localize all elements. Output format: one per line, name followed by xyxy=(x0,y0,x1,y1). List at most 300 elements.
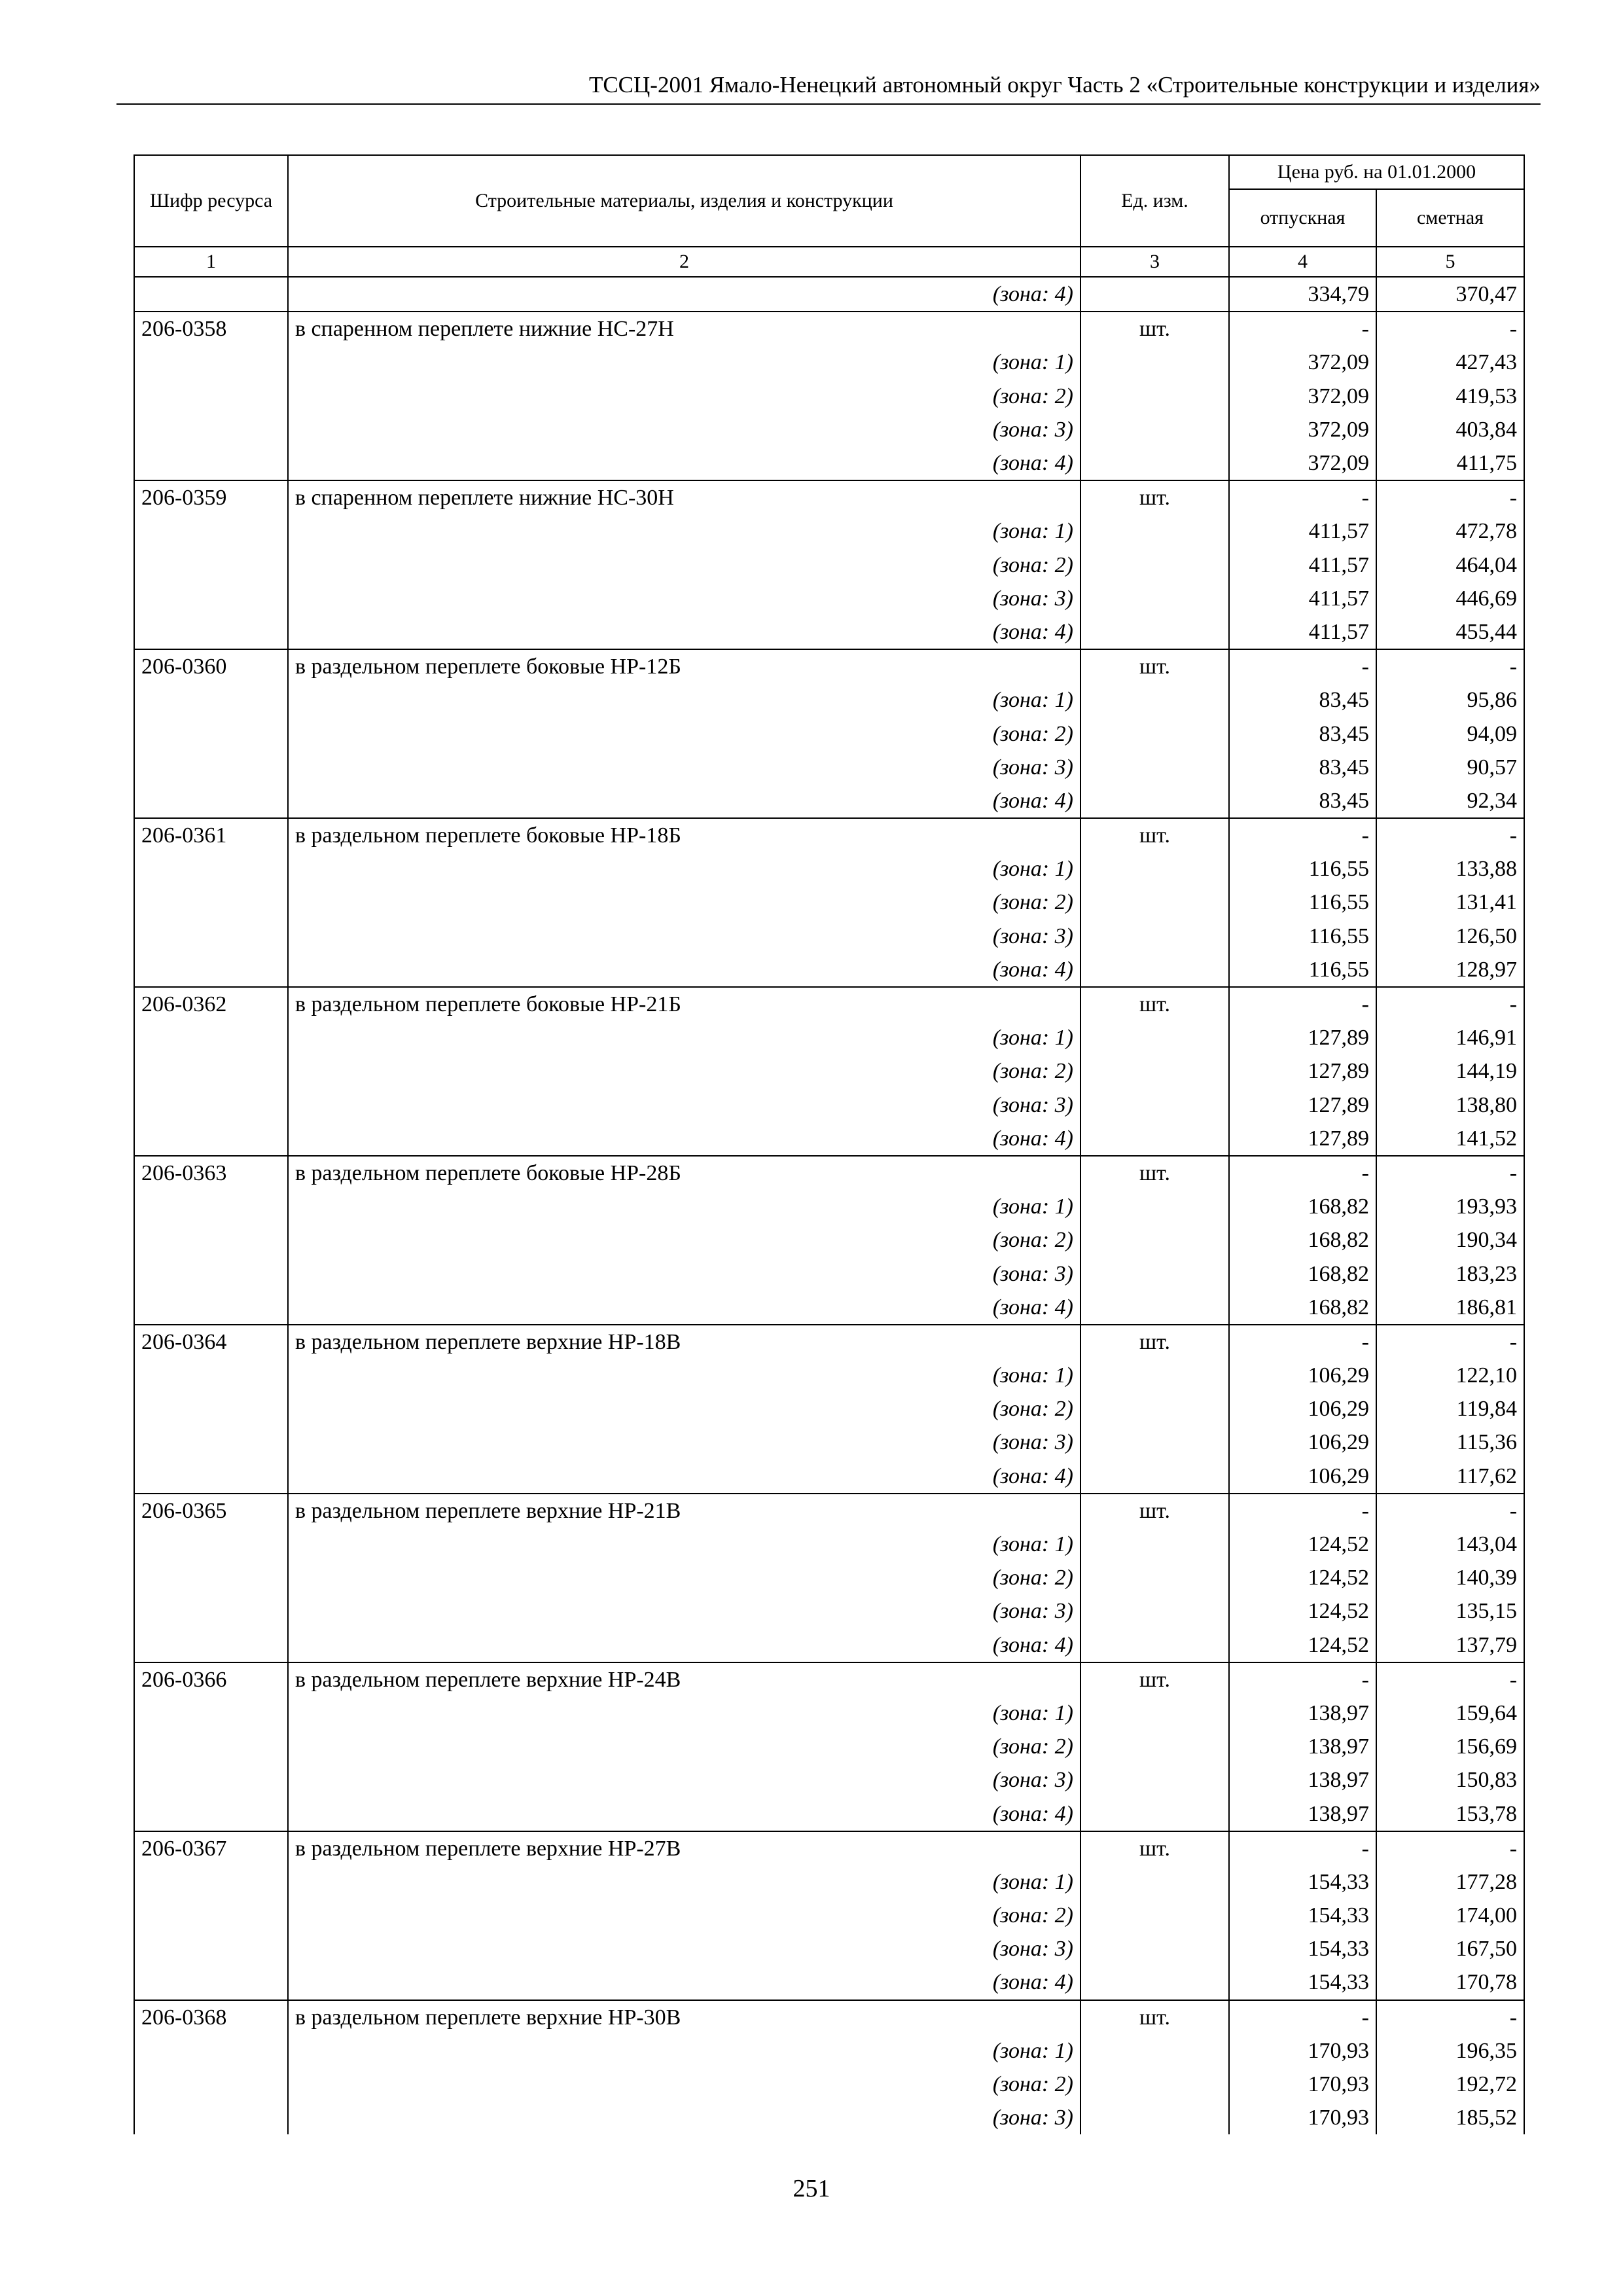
estimate-price: 190,34 xyxy=(1376,1223,1524,1257)
unit-cell xyxy=(1080,380,1229,413)
zone-label: (зона: 3) xyxy=(288,1088,1080,1122)
table-row xyxy=(134,1190,1524,1223)
unit-cell xyxy=(1080,1291,1229,1325)
table-row xyxy=(134,1223,1524,1257)
estimate-price: 177,28 xyxy=(1376,1865,1524,1899)
release-price: 168,82 xyxy=(1229,1190,1376,1223)
resource-code xyxy=(134,2101,288,2134)
zone-label: (зона: 2) xyxy=(288,548,1080,582)
estimate-price: 192,72 xyxy=(1376,2068,1524,2101)
zone-label: (зона: 1) xyxy=(288,1696,1080,1730)
unit-cell xyxy=(1080,2034,1229,2068)
release-price: - xyxy=(1229,1325,1376,1359)
unit-cell xyxy=(1080,1899,1229,1932)
release-price: 372,09 xyxy=(1229,346,1376,379)
unit-cell: шт. xyxy=(1080,1156,1229,1190)
resource-code xyxy=(134,683,288,717)
table-row xyxy=(134,2000,1524,2034)
unit-cell xyxy=(1080,1965,1229,2000)
table-row xyxy=(134,615,1524,649)
table-row xyxy=(134,1932,1524,1965)
release-price: 116,55 xyxy=(1229,953,1376,987)
zone-label: (зона: 2) xyxy=(288,1899,1080,1932)
unit-cell xyxy=(1080,413,1229,446)
estimate-price: 167,50 xyxy=(1376,1932,1524,1965)
resource-code xyxy=(134,717,288,750)
unit-cell: шт. xyxy=(1080,312,1229,346)
material-name: в спаренном переплете нижние НС-27Н xyxy=(288,312,1080,346)
resource-code xyxy=(134,615,288,649)
unit-cell xyxy=(1080,751,1229,784)
table-row xyxy=(134,2101,1524,2134)
resource-code xyxy=(134,1763,288,1797)
resource-code xyxy=(134,346,288,379)
zone-label: (зона: 2) xyxy=(288,1054,1080,1088)
resource-code xyxy=(134,2034,288,2068)
release-price: 170,93 xyxy=(1229,2034,1376,2068)
table-row xyxy=(134,346,1524,379)
table-row xyxy=(134,1088,1524,1122)
resource-code xyxy=(134,1054,288,1088)
estimate-price: 115,36 xyxy=(1376,1426,1524,1459)
estimate-price: 90,57 xyxy=(1376,751,1524,784)
resource-code xyxy=(134,582,288,615)
estimate-price: - xyxy=(1376,312,1524,346)
unit-cell: шт. xyxy=(1080,1325,1229,1359)
unit-cell xyxy=(1080,2101,1229,2134)
col-number: 5 xyxy=(1376,247,1524,277)
table-row xyxy=(134,1561,1524,1594)
resource-code xyxy=(134,1257,288,1290)
release-price: 83,45 xyxy=(1229,717,1376,750)
table-row xyxy=(134,446,1524,480)
estimate-price: 126,50 xyxy=(1376,920,1524,953)
release-price: 154,33 xyxy=(1229,1965,1376,2000)
estimate-price: 146,91 xyxy=(1376,1021,1524,1054)
page-number: 251 xyxy=(793,2175,830,2202)
unit-cell: шт. xyxy=(1080,1662,1229,1696)
unit-cell xyxy=(1080,1797,1229,1831)
material-name: в раздельном переплете боковые НР-12Б xyxy=(288,649,1080,683)
unit-cell xyxy=(1080,1460,1229,1494)
zone-label: (зона: 3) xyxy=(288,413,1080,446)
resource-code xyxy=(134,852,288,886)
estimate-price: - xyxy=(1376,987,1524,1021)
unit-cell: шт. xyxy=(1080,1831,1229,1865)
resource-code: 206-0367 xyxy=(134,1831,288,1865)
release-price: 170,93 xyxy=(1229,2068,1376,2101)
unit-cell xyxy=(1080,514,1229,548)
estimate-price: 140,39 xyxy=(1376,1561,1524,1594)
estimate-price: 117,62 xyxy=(1376,1460,1524,1494)
resource-code xyxy=(134,1932,288,1965)
zone-label: (зона: 4) xyxy=(288,1291,1080,1325)
zone-label: (зона: 2) xyxy=(288,1561,1080,1594)
release-price: - xyxy=(1229,1494,1376,1528)
release-price: 411,57 xyxy=(1229,548,1376,582)
release-price: 127,89 xyxy=(1229,1088,1376,1122)
release-price: 127,89 xyxy=(1229,1054,1376,1088)
unit-cell: шт. xyxy=(1080,1494,1229,1528)
table-row xyxy=(134,380,1524,413)
release-price: - xyxy=(1229,818,1376,852)
material-name: в раздельном переплете верхние НР-30В xyxy=(288,2000,1080,2034)
zone-label: (зона: 3) xyxy=(288,1257,1080,1290)
table-row xyxy=(134,1054,1524,1088)
resource-code xyxy=(134,1528,288,1561)
resource-code xyxy=(134,784,288,818)
table-row xyxy=(134,818,1524,852)
zone-label: (зона: 2) xyxy=(288,380,1080,413)
estimate-price: 144,19 xyxy=(1376,1054,1524,1088)
zone-label: (зона: 2) xyxy=(288,717,1080,750)
estimate-price: 159,64 xyxy=(1376,1696,1524,1730)
col-header-estimate: сметная xyxy=(1376,189,1524,247)
zone-label: (зона: 4) xyxy=(288,784,1080,818)
table-row xyxy=(134,2034,1524,2068)
material-name: в спаренном переплете нижние НС-30Н xyxy=(288,480,1080,514)
release-price: 154,33 xyxy=(1229,1932,1376,1965)
estimate-price: 193,93 xyxy=(1376,1190,1524,1223)
estimate-price: 122,10 xyxy=(1376,1359,1524,1392)
resource-code xyxy=(134,514,288,548)
table-row xyxy=(134,852,1524,886)
unit-cell xyxy=(1080,1257,1229,1290)
unit-cell xyxy=(1080,1426,1229,1459)
resource-code xyxy=(134,1392,288,1426)
estimate-price: 464,04 xyxy=(1376,548,1524,582)
resource-code: 206-0364 xyxy=(134,1325,288,1359)
zone-label: (зона: 4) xyxy=(288,1122,1080,1156)
col-number: 4 xyxy=(1229,247,1376,277)
resource-code xyxy=(134,413,288,446)
resource-code xyxy=(134,751,288,784)
estimate-price: 150,83 xyxy=(1376,1763,1524,1797)
unit-cell xyxy=(1080,1528,1229,1561)
zone-label: (зона: 2) xyxy=(288,886,1080,919)
zone-label: (зона: 2) xyxy=(288,1223,1080,1257)
release-price: 411,57 xyxy=(1229,615,1376,649)
release-price: 138,97 xyxy=(1229,1696,1376,1730)
material-name: в раздельном переплете верхние НР-21В xyxy=(288,1494,1080,1528)
estimate-price: 196,35 xyxy=(1376,2034,1524,2068)
release-price: 116,55 xyxy=(1229,920,1376,953)
table-row xyxy=(134,1965,1524,2000)
estimate-price: 131,41 xyxy=(1376,886,1524,919)
resource-code xyxy=(134,1696,288,1730)
unit-cell xyxy=(1080,683,1229,717)
estimate-price: 185,52 xyxy=(1376,2101,1524,2134)
zone-label: (зона: 1) xyxy=(288,1190,1080,1223)
table-row xyxy=(134,1899,1524,1932)
estimate-price: 472,78 xyxy=(1376,514,1524,548)
table-row xyxy=(134,1122,1524,1156)
release-price: - xyxy=(1229,987,1376,1021)
table-row xyxy=(134,717,1524,750)
unit-cell xyxy=(1080,852,1229,886)
release-price: 372,09 xyxy=(1229,380,1376,413)
zone-label: (зона: 4) xyxy=(288,1460,1080,1494)
zone-label: (зона: 3) xyxy=(288,1932,1080,1965)
release-price: 127,89 xyxy=(1229,1021,1376,1054)
resource-code xyxy=(134,920,288,953)
unit-cell xyxy=(1080,1088,1229,1122)
material-name: в раздельном переплете верхние НР-27В xyxy=(288,1831,1080,1865)
zone-label: (зона: 1) xyxy=(288,1865,1080,1899)
zone-label: (зона: 3) xyxy=(288,751,1080,784)
table-row xyxy=(134,886,1524,919)
release-price: 411,57 xyxy=(1229,514,1376,548)
release-price: 168,82 xyxy=(1229,1291,1376,1325)
release-price: - xyxy=(1229,649,1376,683)
unit-cell xyxy=(1080,1763,1229,1797)
resource-code xyxy=(134,1021,288,1054)
zone-label: (зона: 1) xyxy=(288,1359,1080,1392)
estimate-price: - xyxy=(1376,1156,1524,1190)
resource-code xyxy=(134,446,288,480)
resource-code xyxy=(134,886,288,919)
table-row xyxy=(134,1359,1524,1392)
table-row xyxy=(134,413,1524,446)
estimate-price: 411,75 xyxy=(1376,446,1524,480)
col-number: 1 xyxy=(134,247,288,277)
zone-label: (зона: 4) xyxy=(288,1965,1080,2000)
zone-label: (зона: 3) xyxy=(288,1426,1080,1459)
estimate-price: 138,80 xyxy=(1376,1088,1524,1122)
zone-label: (зона: 4) xyxy=(288,1628,1080,1662)
table-row xyxy=(134,1460,1524,1494)
table-row xyxy=(134,987,1524,1021)
material-name: в раздельном переплете верхние НР-18В xyxy=(288,1325,1080,1359)
material-name: в раздельном переплете боковые НР-28Б xyxy=(288,1156,1080,1190)
table-row xyxy=(134,751,1524,784)
resource-code xyxy=(134,1122,288,1156)
estimate-price: 128,97 xyxy=(1376,953,1524,987)
estimate-price: 143,04 xyxy=(1376,1528,1524,1561)
resource-code xyxy=(134,548,288,582)
release-price: 116,55 xyxy=(1229,852,1376,886)
table-row xyxy=(134,548,1524,582)
material-name: в раздельном переплете боковые НР-21Б xyxy=(288,987,1080,1021)
zone-label: (зона: 1) xyxy=(288,1021,1080,1054)
table-row xyxy=(134,1291,1524,1325)
release-price: 106,29 xyxy=(1229,1359,1376,1392)
zone-label: (зона: 1) xyxy=(288,1528,1080,1561)
unit-cell xyxy=(1080,1594,1229,1628)
estimate-price: 403,84 xyxy=(1376,413,1524,446)
zone-label: (зона: 1) xyxy=(288,514,1080,548)
estimate-price: - xyxy=(1376,649,1524,683)
resource-code: 206-0358 xyxy=(134,312,288,346)
estimate-price: 141,52 xyxy=(1376,1122,1524,1156)
table-row xyxy=(134,312,1524,346)
zone-label: (зона: 1) xyxy=(288,2034,1080,2068)
resource-code xyxy=(134,1426,288,1459)
zone-label: (зона: 2) xyxy=(288,1730,1080,1763)
release-price: 106,29 xyxy=(1229,1460,1376,1494)
estimate-price: - xyxy=(1376,1831,1524,1865)
col-number: 2 xyxy=(288,247,1080,277)
material-name: в раздельном переплете верхние НР-24В xyxy=(288,1662,1080,1696)
table-row xyxy=(134,1528,1524,1561)
table-row xyxy=(134,1831,1524,1865)
estimate-price: 174,00 xyxy=(1376,1899,1524,1932)
resource-code xyxy=(134,1359,288,1392)
estimate-price: - xyxy=(1376,1662,1524,1696)
unit-cell xyxy=(1080,1223,1229,1257)
estimate-price: 156,69 xyxy=(1376,1730,1524,1763)
release-price: 372,09 xyxy=(1229,413,1376,446)
resource-code xyxy=(134,1797,288,1831)
unit-cell xyxy=(1080,1628,1229,1662)
release-price: 170,93 xyxy=(1229,2101,1376,2134)
estimate-price: 133,88 xyxy=(1376,852,1524,886)
table-row xyxy=(134,784,1524,818)
resource-code xyxy=(134,1628,288,1662)
estimate-price: 427,43 xyxy=(1376,346,1524,379)
unit-cell xyxy=(1080,1392,1229,1426)
release-price: 106,29 xyxy=(1229,1426,1376,1459)
unit-cell xyxy=(1080,1122,1229,1156)
table-row xyxy=(134,1763,1524,1797)
unit-cell xyxy=(1080,1932,1229,1965)
resource-code xyxy=(134,1223,288,1257)
release-price: 116,55 xyxy=(1229,886,1376,919)
table-row xyxy=(134,480,1524,514)
resource-code xyxy=(134,1190,288,1223)
release-price: - xyxy=(1229,1662,1376,1696)
release-price: 106,29 xyxy=(1229,1392,1376,1426)
estimate-price: 370,47 xyxy=(1376,277,1524,312)
table-row xyxy=(134,2068,1524,2101)
resource-code xyxy=(134,1899,288,1932)
unit-cell: шт. xyxy=(1080,2000,1229,2034)
zone-label: (зона: 4) xyxy=(288,953,1080,987)
material-name: в раздельном переплете боковые НР-18Б xyxy=(288,818,1080,852)
unit-cell xyxy=(1080,548,1229,582)
unit-cell xyxy=(1080,784,1229,818)
estimate-price: 170,78 xyxy=(1376,1965,1524,2000)
unit-cell xyxy=(1080,346,1229,379)
release-price: 83,45 xyxy=(1229,683,1376,717)
running-header: ТССЦ-2001 Ямало-Ненецкий автономный округ Часть 2 «Строительные конструкции и изделия» xyxy=(588,72,1541,98)
release-price: 168,82 xyxy=(1229,1257,1376,1290)
unit-cell: шт. xyxy=(1080,818,1229,852)
table-row xyxy=(134,1494,1524,1528)
resource-code: 206-0359 xyxy=(134,480,288,514)
zone-label: (зона: 4) xyxy=(288,446,1080,480)
estimate-price: 419,53 xyxy=(1376,380,1524,413)
unit-cell: шт. xyxy=(1080,649,1229,683)
estimate-price: 94,09 xyxy=(1376,717,1524,750)
zone-label: (зона: 1) xyxy=(288,346,1080,379)
unit-cell xyxy=(1080,1021,1229,1054)
release-price: 154,33 xyxy=(1229,1899,1376,1932)
table-row xyxy=(134,1257,1524,1290)
zone-label: (зона: 3) xyxy=(288,1594,1080,1628)
release-price: 83,45 xyxy=(1229,751,1376,784)
estimate-price: 135,15 xyxy=(1376,1594,1524,1628)
release-price: - xyxy=(1229,480,1376,514)
release-price: - xyxy=(1229,1831,1376,1865)
resource-code xyxy=(134,380,288,413)
col-header-release: отпускная xyxy=(1229,189,1376,247)
release-price: - xyxy=(1229,312,1376,346)
release-price: 83,45 xyxy=(1229,784,1376,818)
release-price: 138,97 xyxy=(1229,1730,1376,1763)
unit-cell xyxy=(1080,2068,1229,2101)
col-header-name: Строительные материалы, изделия и конструкции xyxy=(288,155,1080,247)
estimate-price: 119,84 xyxy=(1376,1392,1524,1426)
estimate-price: 92,34 xyxy=(1376,784,1524,818)
release-price: 124,52 xyxy=(1229,1561,1376,1594)
zone-label: (зона: 4) xyxy=(288,615,1080,649)
zone-label: (зона: 1) xyxy=(288,683,1080,717)
estimate-price: 455,44 xyxy=(1376,615,1524,649)
col-header-price: Цена руб. на 01.01.2000 xyxy=(1229,155,1524,189)
zone-label: (зона: 3) xyxy=(288,582,1080,615)
price-table xyxy=(134,154,1525,2134)
release-price: 127,89 xyxy=(1229,1122,1376,1156)
estimate-price: - xyxy=(1376,2000,1524,2034)
resource-code xyxy=(134,1965,288,2000)
estimate-price: 95,86 xyxy=(1376,683,1524,717)
estimate-price: 183,23 xyxy=(1376,1257,1524,1290)
unit-cell xyxy=(1080,582,1229,615)
resource-code xyxy=(134,953,288,987)
estimate-price: 153,78 xyxy=(1376,1797,1524,1831)
table-row xyxy=(134,1797,1524,1831)
release-price: 168,82 xyxy=(1229,1223,1376,1257)
resource-code xyxy=(134,1291,288,1325)
zone-label: (зона: 4) xyxy=(288,277,1080,312)
estimate-price: - xyxy=(1376,1494,1524,1528)
col-header-code: Шифр ресурса xyxy=(134,155,288,247)
unit-cell xyxy=(1080,1696,1229,1730)
estimate-price: 446,69 xyxy=(1376,582,1524,615)
table-row xyxy=(134,1662,1524,1696)
release-price: 411,57 xyxy=(1229,582,1376,615)
col-number: 3 xyxy=(1080,247,1229,277)
release-price: 138,97 xyxy=(1229,1797,1376,1831)
header-rule xyxy=(116,103,1541,105)
resource-code xyxy=(134,1460,288,1494)
release-price: 372,09 xyxy=(1229,446,1376,480)
table-row xyxy=(134,1392,1524,1426)
table-body xyxy=(134,277,1524,2134)
resource-code: 206-0360 xyxy=(134,649,288,683)
resource-code xyxy=(134,2068,288,2101)
unit-cell xyxy=(1080,446,1229,480)
release-price: 334,79 xyxy=(1229,277,1376,312)
resource-code xyxy=(134,1561,288,1594)
resource-code xyxy=(134,1730,288,1763)
zone-label: (зона: 4) xyxy=(288,1797,1080,1831)
col-header-unit: Ед. изм. xyxy=(1080,155,1229,247)
unit-cell xyxy=(1080,920,1229,953)
release-price: 138,97 xyxy=(1229,1763,1376,1797)
zone-label: (зона: 1) xyxy=(288,852,1080,886)
release-price: - xyxy=(1229,2000,1376,2034)
unit-cell xyxy=(1080,1359,1229,1392)
table-row xyxy=(134,683,1524,717)
unit-cell xyxy=(1080,953,1229,987)
resource-code: 206-0362 xyxy=(134,987,288,1021)
table-row xyxy=(134,1021,1524,1054)
table-row xyxy=(134,1426,1524,1459)
unit-cell xyxy=(1080,1054,1229,1088)
table-row xyxy=(134,1865,1524,1899)
